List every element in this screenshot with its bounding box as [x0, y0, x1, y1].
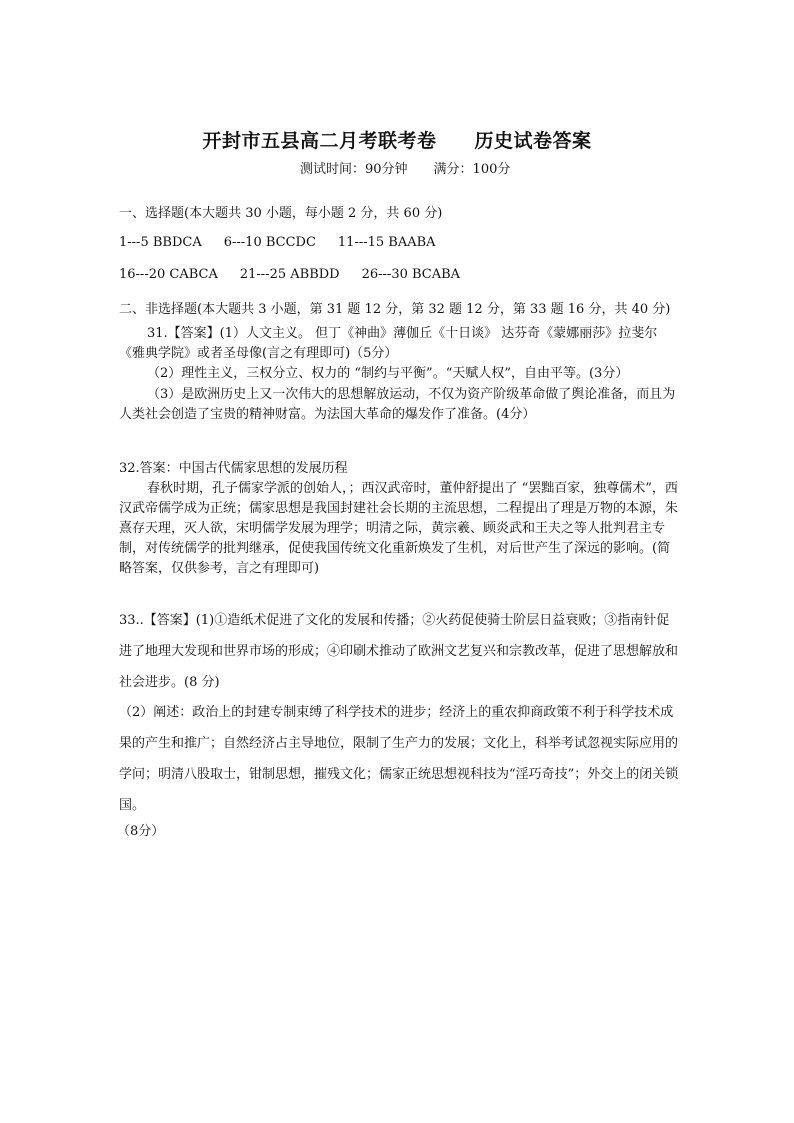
section1-heading: 一、选择题(本大题共 30 小题，每小题 2 分，共 60 分)	[119, 206, 443, 221]
title-main: 开封市五县高二月考联考卷	[202, 130, 437, 152]
q32-heading: 32.答案：中国古代儒家思想的发展历程	[119, 461, 348, 476]
q33-part1: 33..【答案】(1)①造纸术促进了文化的发展和传播；②火药促使骑士阶层日益衰败；③指南针促进了地理大发现和世界市场的形成；④印刷术推动了欧洲文艺复兴和宗教改革，促进了思想解放和社会进步。(8 分)	[119, 613, 679, 690]
q31-part3: （3）是欧洲历史上又一次伟大的思想解放运动，不仅为资产阶级革命做了舆论准备，而且为人类社会创造了宝贵的精神财富。为法国大革命的爆发作了准备。(4分）	[119, 387, 676, 422]
q32-answer: 春秋时期，孔子儒家学派的创始人，；西汉武帝时，董仲舒提出了 “罢黜百家，独尊儒术”，西汉武帝儒学成为正统；儒家思想是我国封建社会长期的主流思想，二程提出了理是万物的本源，朱熹存天理，灭人欲，宋明儒学发展为理学；明清之际，黄宗羲、顾炎武和王夫之等人批判君主专制，对传统儒学的批判继承，促使我国传统文化重新焕发了生机，对后世产生了深远的影响。(简略答案，仅供参考，言之有理即可)	[119, 481, 679, 576]
section2-heading: 二、非选择题(本大题共 3 小题，第 31 题 12 分，第 32 题 12 分，第 33 题 16 分，共 40 分)	[119, 302, 671, 317]
answer-group: 16---20 CABCA	[119, 267, 218, 282]
q31-part2: （2）理性主义，三权分立、权力的 “制约与平衡”。“天赋人权”，自由平等。(3分）	[147, 366, 629, 381]
q33-part2: （2）阐述：政治上的封建专制束缚了科学技术的进步；经济上的重农抑商政策不利于科学技术成果的产生和推广；自然经济占主导地位，限制了生产力的发展；文化上，科举考试忽视实际应用的学问；明清八股取士，钳制思想，摧残文化；儒家正统思想视科技为“淫巧奇技”；外交上的闭关锁国。	[119, 705, 679, 813]
answer-group: 21---25 ABBDD	[239, 267, 340, 282]
q33-score: （8分）	[117, 824, 165, 839]
title-subject: 历史试卷答案	[474, 130, 592, 152]
exam-time: 测试时间：90分钟	[300, 162, 408, 177]
exam-info	[300, 158, 510, 177]
exam-full-score: 满分：100分	[433, 162, 511, 177]
answers-row-1	[119, 235, 436, 250]
page-title	[0, 126, 794, 153]
answer-group: 26---30 BCABA	[361, 267, 461, 282]
answer-group: 6---10 BCCDC	[223, 235, 316, 250]
answers-row-2	[119, 267, 460, 282]
answer-group: 1---5 BBDCA	[119, 235, 202, 250]
answer-group: 11---15 BAABA	[337, 235, 436, 250]
q31-part1: 31.【答案】(1）人文主义。 但丁《神曲》薄伽丘《十日谈》 达芬奇《蒙娜丽莎》拉斐尔《雅典学院》或者圣母像(言之有理即可)（5分）	[119, 326, 658, 361]
